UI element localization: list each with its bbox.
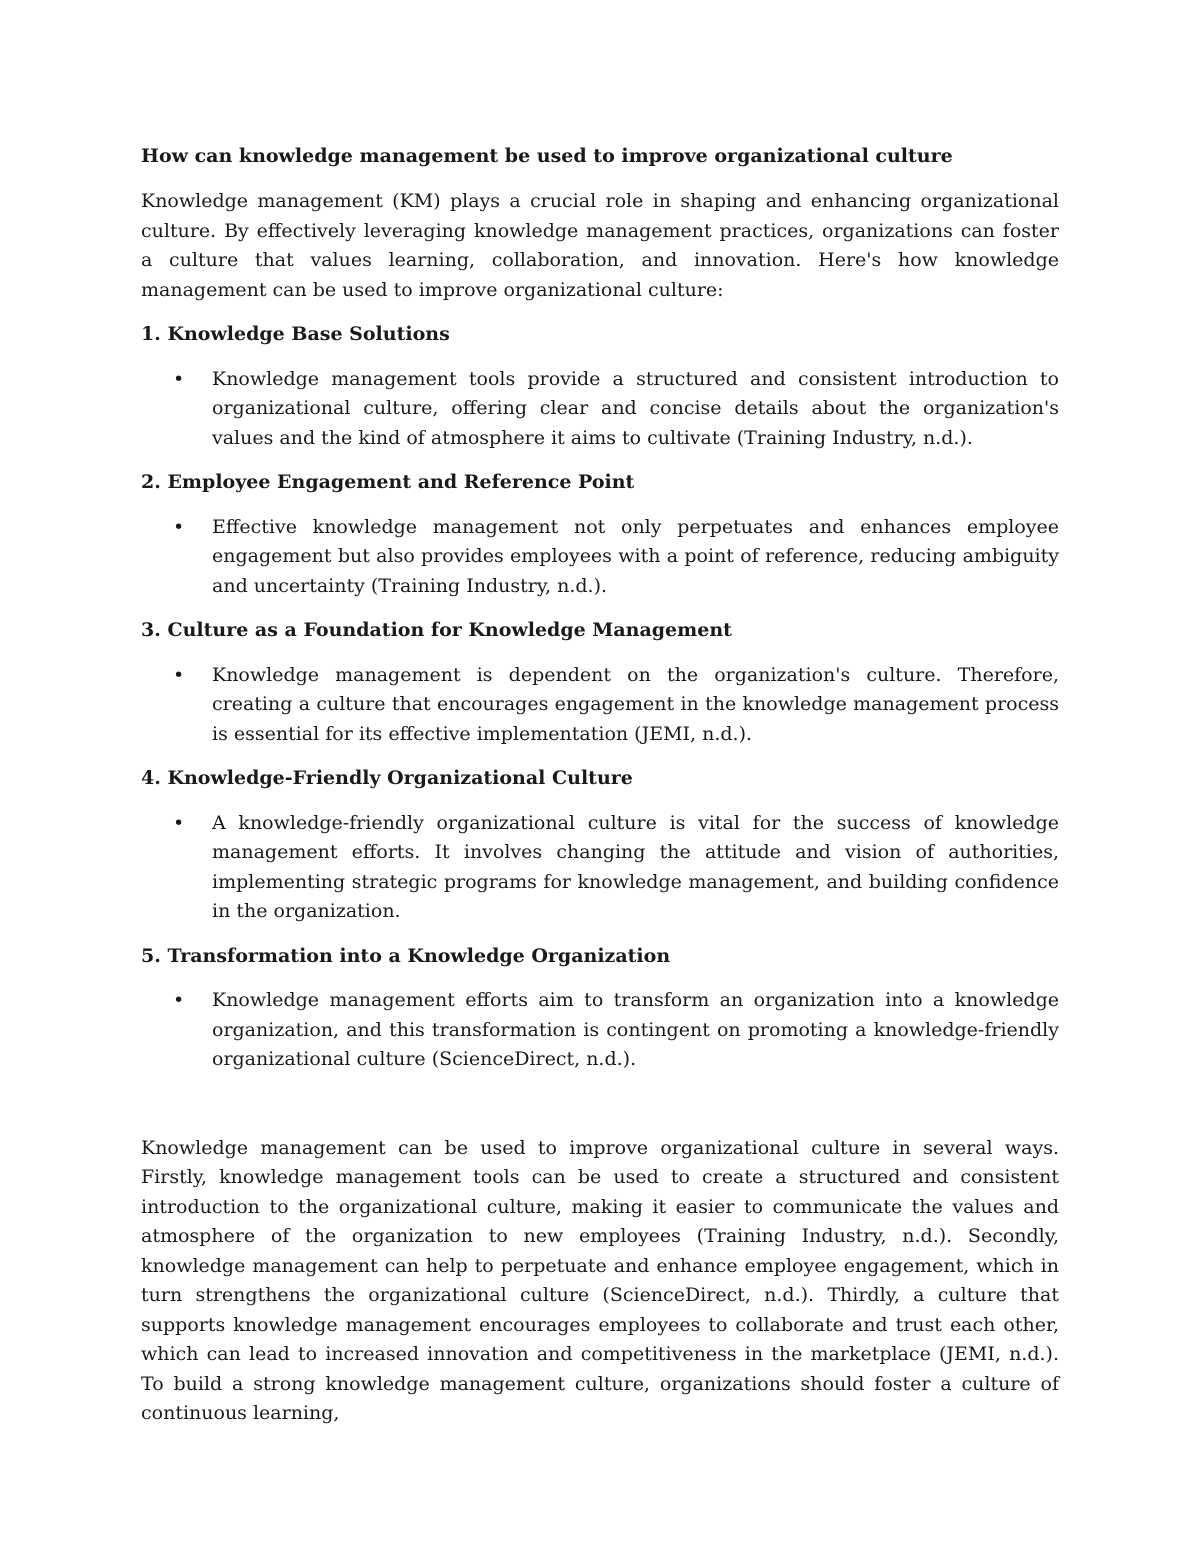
- section-2: [141, 468, 1059, 601]
- bullet-text: Knowledge management is dependent on the organization's culture. Therefore, creating a culture that encourages engagement in the knowledge management process is essential for its effective implementation (JEMI, n.d.).: [212, 663, 1059, 745]
- list-item: [141, 986, 1059, 1075]
- bullet-list: [141, 513, 1059, 602]
- list-item: [141, 513, 1059, 602]
- document-title: How can knowledge management be used to improve organizational culture: [141, 145, 953, 167]
- list-item: [141, 365, 1059, 454]
- bullet-icon: •: [173, 811, 185, 834]
- bullet-icon: •: [173, 515, 185, 538]
- section-heading: 5. Transformation into a Knowledge Organization: [141, 944, 671, 967]
- section-3: [141, 616, 1059, 749]
- section-4: [141, 764, 1059, 927]
- bullet-list: [141, 661, 1059, 750]
- bullet-text: A knowledge-friendly organizational culture is vital for the success of knowledge management efforts. It involves changing the attitude and vision of authorities, implementing strategic programs for knowledge management, and building confidence in the organization.: [212, 811, 1059, 922]
- intro-paragraph: Knowledge management (KM) plays a crucial role in shaping and enhancing organizational culture. By effectively leveraging knowledge management practices, organizations can foster a culture that values learning, collaboration, and innovation. Here's how knowledge management can be used to improve organizational culture:: [141, 190, 1059, 301]
- bullet-text: Knowledge management tools provide a structured and consistent introduction to organizational culture, offering clear and concise details about the organization's values and the kind of atmosphere it aims to cultivate (Training Industry, n.d.).: [212, 367, 1059, 449]
- bullet-list: [141, 986, 1059, 1075]
- bullet-text: Effective knowledge management not only perpetuates and enhances employee engagement but also provides employees with a point of reference, reducing ambiguity and uncertainty (Training Industry, n.d.).: [212, 515, 1059, 597]
- bullet-icon: •: [173, 367, 185, 390]
- bullet-icon: •: [173, 663, 185, 686]
- bullet-list: [141, 809, 1059, 927]
- section-heading: 3. Culture as a Foundation for Knowledge Management: [141, 619, 732, 641]
- bullet-list: [141, 365, 1059, 454]
- bullet-text: Knowledge management efforts aim to transform an organization into a knowledge organization, and this transformation is contingent on promoting a knowledge-friendly organizational culture (ScienceDirect, n.d.).: [212, 989, 1059, 1070]
- list-item: [141, 661, 1059, 750]
- section-heading: 1. Knowledge Base Solutions: [141, 323, 450, 345]
- summary-paragraph: Knowledge management can be used to improve organizational culture in several ways. Firstly, knowledge management tools can be used to create a structured and consistent introduction to the organizational culture, making it easier to communicate the values and atmosphere of the organization to new employees (Training Industry, n.d.). Secondly, knowledge management can help to perpetuate and enhance employee engagement, which in turn strengthens the organizational culture (ScienceDirect, n.d.). Thirdly, a culture that supports knowledge management encourages employees to collaborate and trust each other, which can lead to increased innovation and competitiveness in the marketplace (JEMI, n.d.). To build a strong knowledge management culture, organizations should foster a culture of continuous learning,: [141, 1136, 1059, 1424]
- blank-line: [141, 1075, 1059, 1134]
- section-1: [141, 320, 1059, 453]
- section-heading: 2. Employee Engagement and Reference Point: [141, 471, 635, 493]
- list-item: [141, 809, 1059, 927]
- section-heading: 4. Knowledge-Friendly Organizational Culture: [141, 767, 633, 789]
- section-5: [141, 942, 1059, 1075]
- document-page: [141, 140, 1059, 1429]
- bullet-icon: •: [173, 989, 185, 1011]
